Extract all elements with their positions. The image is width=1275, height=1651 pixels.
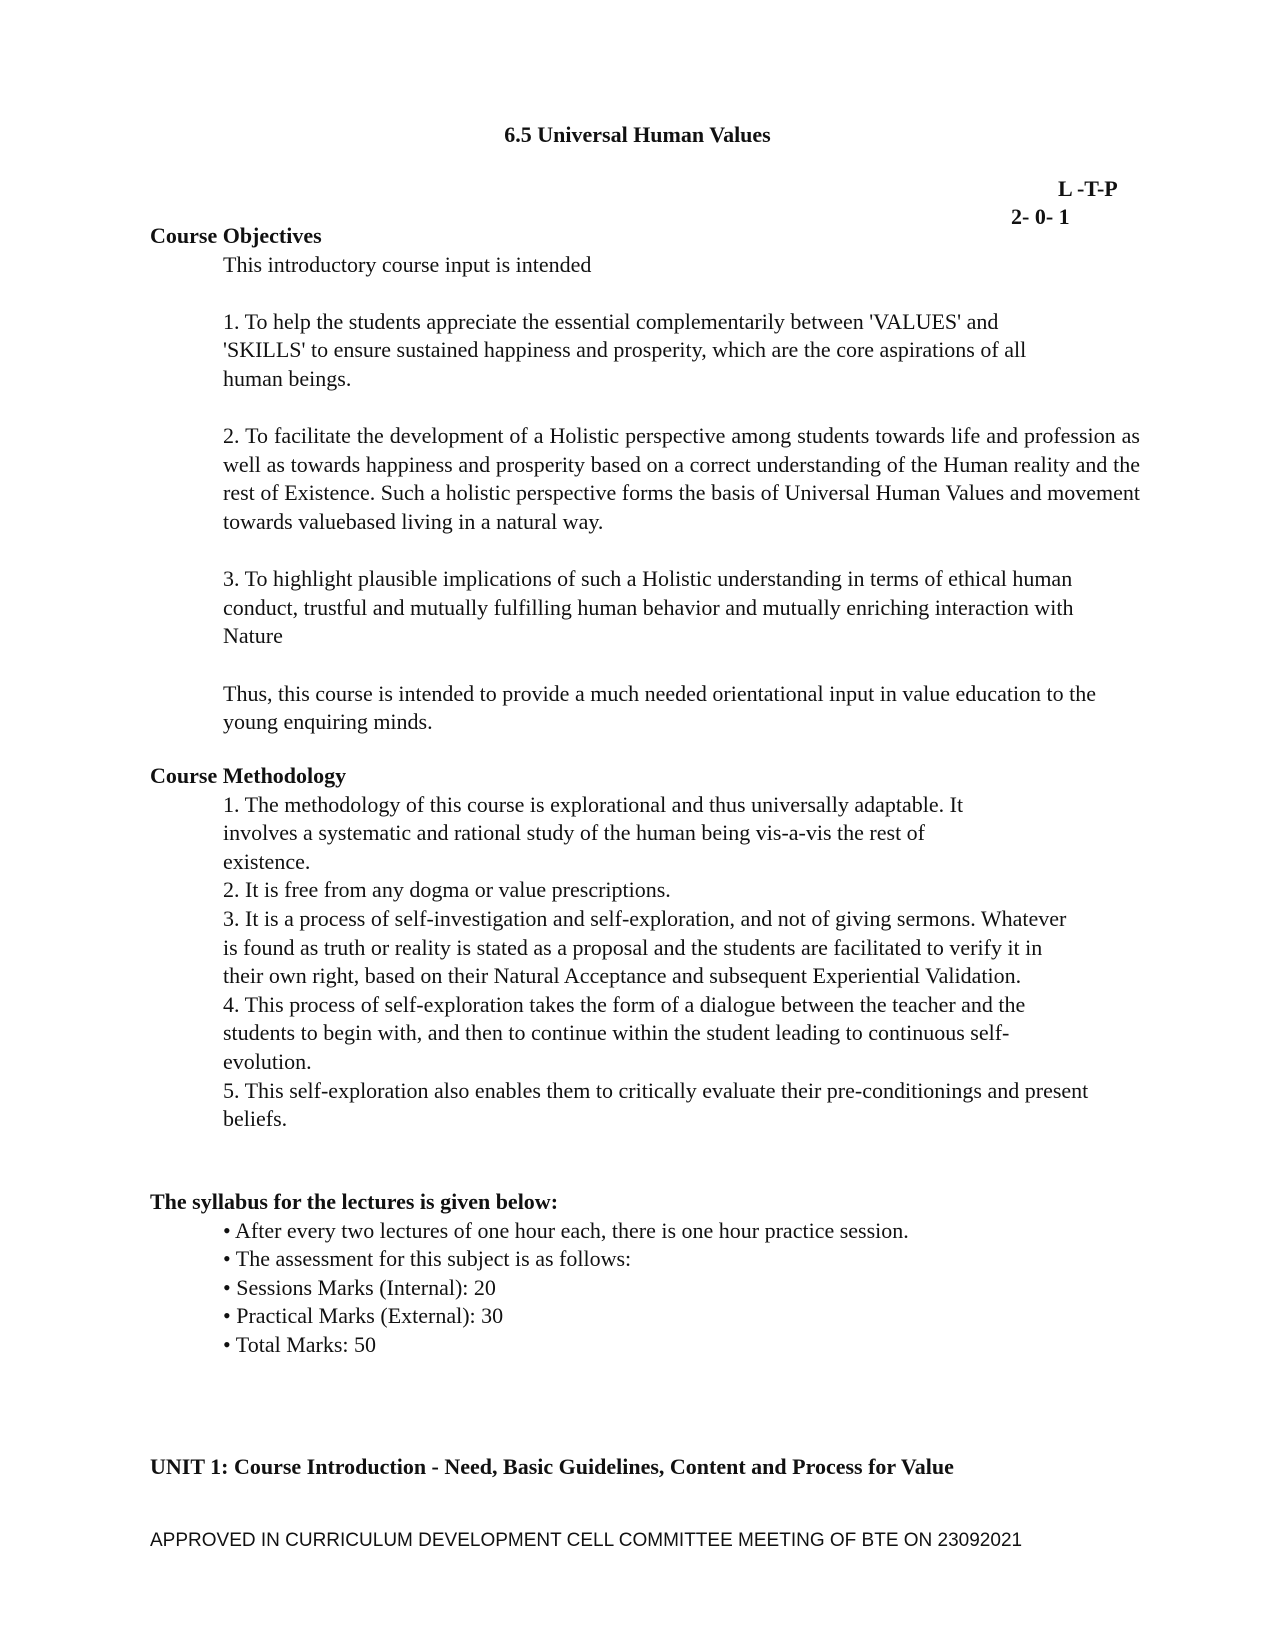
methodology-item: 5. This self-exploration also enables them to critically evaluate their pre-conditionings and present beliefs.	[223, 1077, 1089, 1132]
methodology-item: 2. It is free from any dogma or value prescriptions.	[223, 877, 671, 903]
methodology-item: 1. The methodology of this course is explorational and thus universally adaptable. It involves a systematic and rational study of the human being vis-a-vis the rest of existence.	[223, 791, 964, 874]
methodology-heading: Course Methodology	[150, 763, 347, 788]
methodology-item: 3. It is a process of self-investigation and self-exploration, and not of giving sermons. Whatever is found as truth or reality is stated as a proposal and the students are facilitated to verify it in their own right, based on their Natural Acceptance and subsequent Experiential Validation.	[223, 905, 1067, 989]
objectives-intro: This introductory course input is intended	[223, 251, 592, 277]
syllabus-item: • Sessions Marks (Internal): 20	[223, 1274, 496, 1300]
objectives-closing: Thus, this course is intended to provide a much needed orientational input in value education to the young enquiring minds.	[223, 680, 1097, 735]
objective-item: 1. To help the students appreciate the essential complementarily between 'VALUES' and 'SKILLS' to ensure sustained happiness and prosperity, which are the core aspirations of all human beings.	[223, 308, 1027, 391]
objective-item: 3. To highlight plausible implications of such a Holistic understanding in terms of ethical human conduct, trustful and mutually fulfilling human behavior and mutually enriching interaction with Nature	[223, 566, 1074, 649]
ltp-header: L -T-P	[1058, 176, 1118, 201]
objectives-section	[150, 222, 1140, 737]
methodology-item: 4. This process of self-exploration takes the form of a dialogue between the teacher and the students to begin with, and then to continue within the student leading to continuous self-evolution.	[223, 991, 1026, 1074]
methodology-section	[150, 762, 1140, 1134]
syllabus-item: • Practical Marks (External): 30	[223, 1303, 504, 1329]
page-title: 6.5 Universal Human Values	[504, 122, 771, 147]
approval-footer: APPROVED IN CURRICULUM DEVELOPMENT CELL COMMITTEE MEETING OF BTE ON 23092021	[150, 1530, 1023, 1551]
unit-1-heading: UNIT 1: Course Introduction - Need, Basic Guidelines, Content and Process for Value	[150, 1454, 954, 1479]
ltp-values: 2- 0- 1	[1011, 204, 1070, 229]
objective-item: 2. To facilitate the development of a Holistic perspective among students towards life and profession as well as towards happiness and prosperity based on a correct understanding of the Human reality and the rest of Existence. Such a holistic perspective forms the basis of Universal Human Values and movement towards valuebased living in a natural way.	[223, 423, 1140, 534]
syllabus-heading: The syllabus for the lectures is given below:	[150, 1189, 559, 1214]
syllabus-item: • Total Marks: 50	[223, 1331, 377, 1357]
syllabus-item: • The assessment for this subject is as follows:	[223, 1246, 632, 1272]
objectives-heading: Course Objectives	[150, 223, 322, 248]
syllabus-item: • After every two lectures of one hour each, there is one hour practice session.	[223, 1217, 909, 1243]
syllabus-section	[150, 1188, 1140, 1360]
